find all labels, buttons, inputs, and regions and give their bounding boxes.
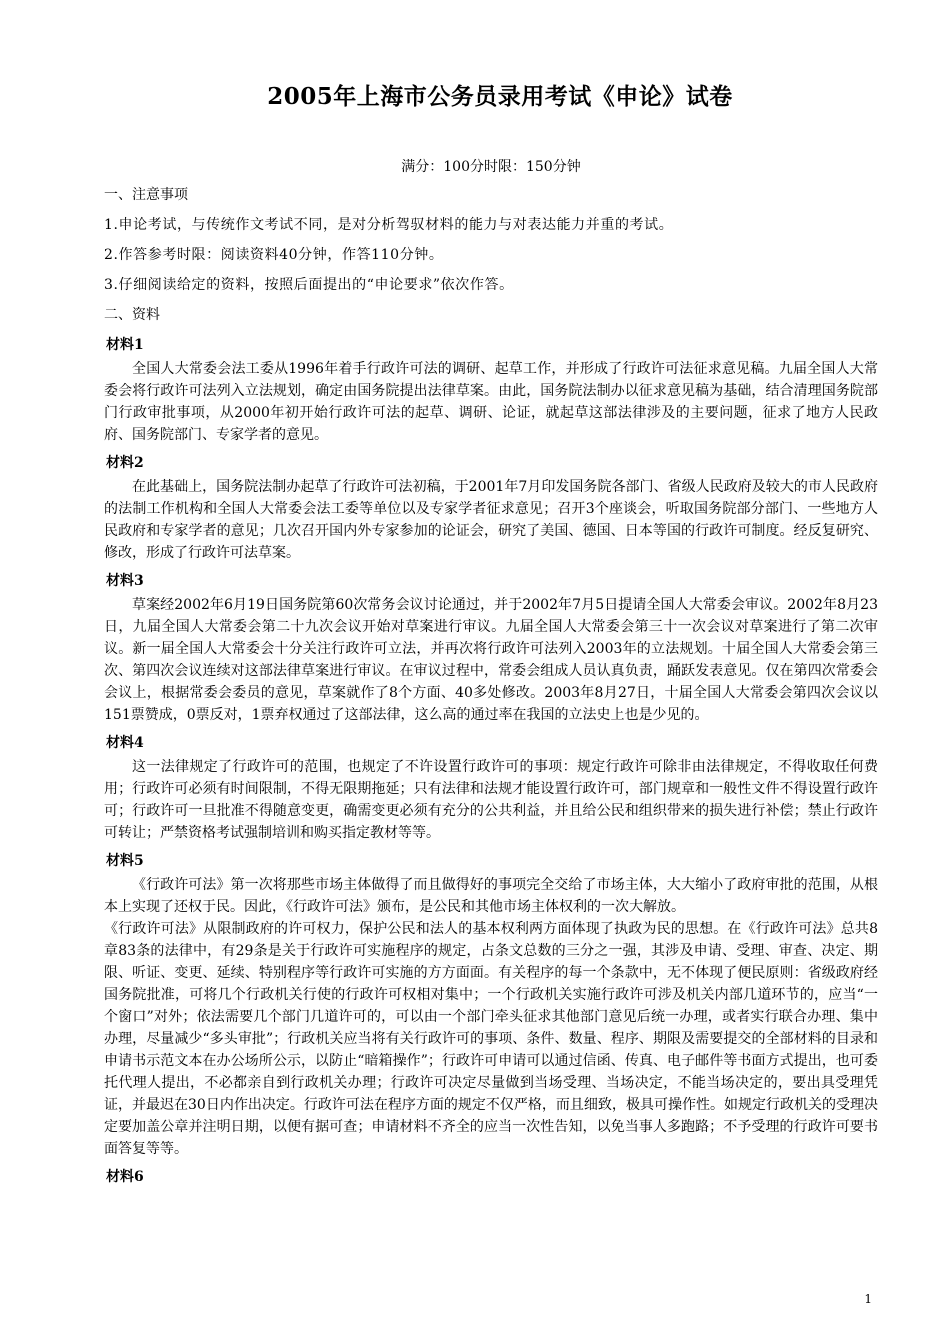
- material-6-title: 材料6: [106, 1169, 144, 1185]
- material-1-text: 全国人大常委会法工委从1996年着手行政许可法的调研、起草工作，并形成了行政许可法征求意见稿。九届全国人大常委会将行政许可法列入立法规划，确定由国务院提出法律草案。由此，国务院法制办以征求意见稿为基础，结合清理国务院部门行政审批事项，从2000年初开始行政许可法的起草、调研、论证，就起草这部法律涉及的主要问题，征求了地方人民政府、国务院部门、专家学者的意见。: [104, 361, 878, 443]
- material-4-text: 这一法律规定了行政许可的范围，也规定了不许设置行政许可的事项：规定行政许可除非由法律规定，不得收取任何费用；行政许可必须有时间限制，不得无限期拖延；只有法律和法规才能设置行政许可，部门规章和一般性文件不得设置行政许可；行政许可一旦批准不得随意变更，确需变更必须有充分的公共利益，并且给公民和组织带来的损失进行补偿；禁止行政许可转让；严禁资格考试强制培训和购买指定教材等等。: [104, 759, 878, 841]
- material-1-title: 材料1: [106, 337, 144, 353]
- material-3-title: 材料3: [106, 573, 144, 589]
- page-number: 1: [864, 1292, 872, 1306]
- document-title: 2005年上海市公务员录用考试《申论》试卷: [267, 83, 733, 110]
- material-5-title: 材料5: [106, 853, 144, 869]
- notice-item-1: 1.申论考试，与传统作文考试不同，是对分析驾驭材料的能力与对表达能力并重的考试。: [104, 217, 674, 233]
- material-5-text-continued: 《行政许可法》从限制政府的许可权力，保护公民和法人的基本权利两方面体现了执政为民的思想。在《行政许可法》总共8章83条的法律中，有29条是关于行政许可实施程序的规定，占条文总数的三分之一强，其涉及申请、受理、审查、决定、期限、听证、变更、延续、特别程序等行政许可实施的方方面面。有关程序的每一个条款中，无不体现了便民原则：省级政府经国务院批准，可将几个行政机关行使的行政许可权相对集中；一个行政机关实施行政许可涉及机关内部几道环节的，应当“一个窗口”对外；依法需要几个部门几道许可的，可以由一个部门牵头征求其他部门意见后统一办理，或者实行联合办理、集中办理，尽量减少“多头审批”；行政机关应当将有关行政许可的事项、条件、数量、程序、期限及需要提交的全部材料的目录和申请书示范文本在办公场所公示，以防止“暗箱操作”；行政许可申请可以通过信函、传真、电子邮件等书面方式提出，也可委托代理人提出，不必都亲自到行政机关办理；行政许可决定尽量做到当场受理、当场决定，不能当场决定的，要出具受理凭证，并最迟在30日内作出决定。行政许可法在程序方面的规定不仅严格，而且细致，极具可操作性。如规定行政机关的受理决定要加盖公章并注明日期，以便有据可查；申请材料不齐全的应当一次性告知，以免当事人多跑路；不予受理的行政许可要书面答复等等。: [104, 921, 878, 1157]
- section-heading-materials: 二、资料: [104, 307, 160, 323]
- score-time-line: 满分：100分时限：150分钟: [401, 159, 581, 175]
- material-2-text: 在此基础上，国务院法制办起草了行政许可法初稿，于2001年7月印发国务院各部门、省级人民政府及较大的市人民政府的法制工作机构和全国人大常委会法工委等单位以及专家学者征求意见；召开3个座谈会，听取国务院部分部门、一些地方人民政府和专家学者的意见；几次召开国内外专家参加的论证会，研究了美国、德国、日本等国的行政许可制度。经反复研究、修改，形成了行政许可法草案。: [104, 479, 878, 561]
- material-5-text: 《行政许可法》第一次将那些市场主体做得了而且做得好的事项完全交给了市场主体，大大缩小了政府审批的范围，从根本上实现了还权于民。因此，《行政许可法》颁布，是公民和其他市场主体权利的一次大解放。: [104, 877, 878, 915]
- material-4-title: 材料4: [106, 735, 144, 751]
- notice-item-3: 3.仔细阅读给定的资料，按照后面提出的“申论要求”依次作答。: [104, 277, 514, 293]
- notice-item-2: 2.作答参考时限：阅读资料40分钟，作答110分钟。: [104, 247, 444, 263]
- material-3-text: 草案经2002年6月19日国务院第60次常务会议讨论通过，并于2002年7月5日提请全国人大常委会审议。2002年8月23日，九届全国人大常委会第二十九次会议开始对草案进行审议。九届全国人大常委会第三十一次会议对草案进行了第二次审议。新一届全国人大常委会十分关注行政许可立法，并再次将行政许可法列入2003年的立法规划。十届全国人大常委会第三次、第四次会议连续对这部法律草案进行审议。在审议过程中，常委会组成人员认真负责，踊跃发表意见。仅在第四次常委会会议上，根据常委会委员的意见，草案就作了8个方面、40多处修改。2003年8月27日，十届全国人大常委会第四次会议以151票赞成，0票反对，1票弃权通过了这部法律，这么高的通过率在我国的立法史上也是少见的。: [104, 597, 878, 723]
- section-heading-notice: 一、注意事项: [104, 187, 188, 203]
- material-2-title: 材料2: [106, 455, 144, 471]
- document-body: [104, 156, 878, 1190]
